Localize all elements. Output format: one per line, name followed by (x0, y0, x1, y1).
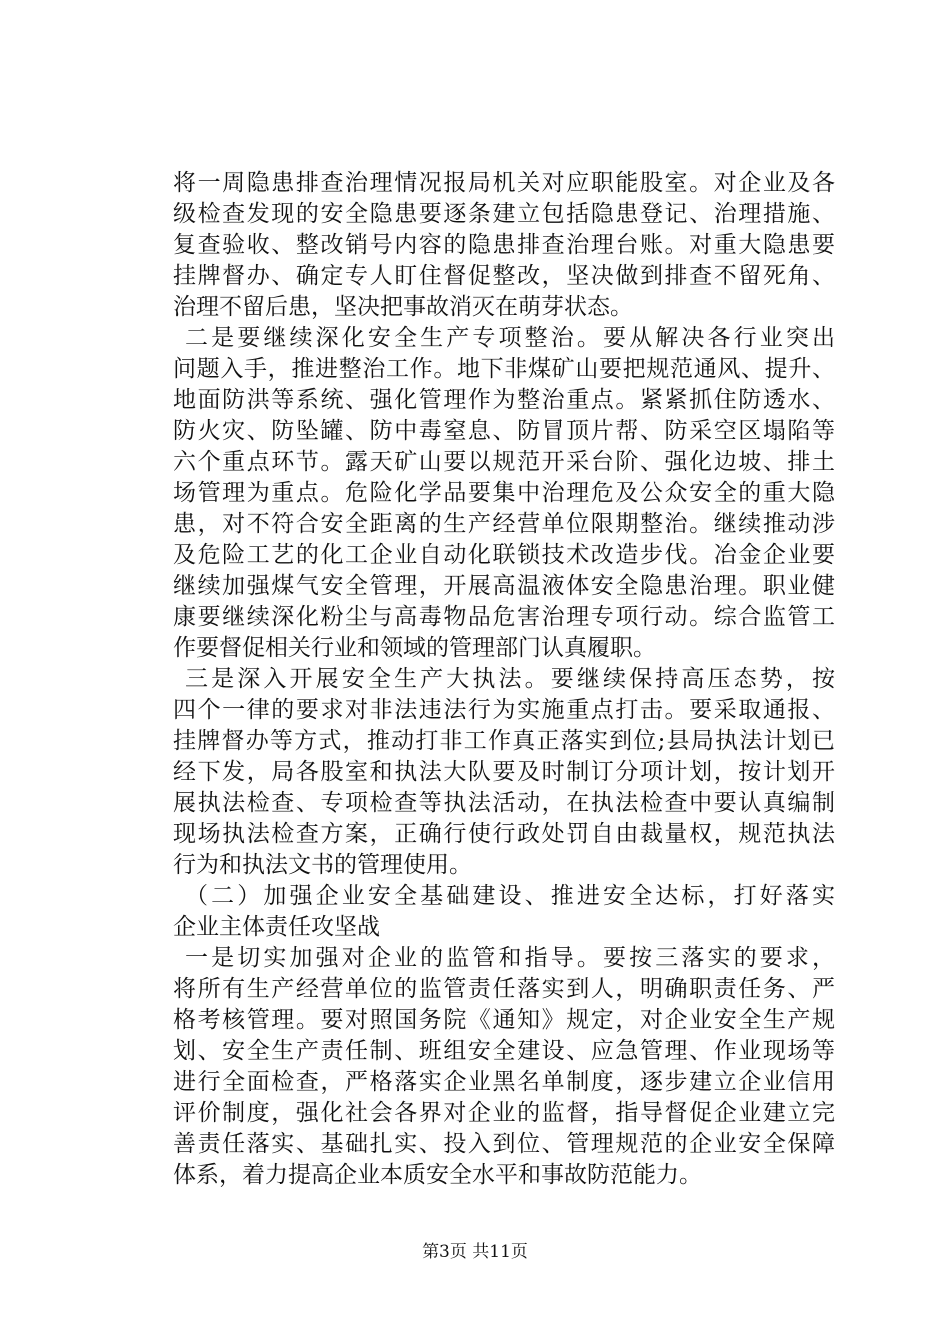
text-line: 经下发，局各股室和执法大队要及时制订分项计划，按计划开 (173, 759, 835, 785)
text-line: 地面防洪等系统、强化管理作为整治重点。紧紧抓住防透水、 (173, 387, 835, 413)
page-footer: 第3页 共11页 (422, 1242, 528, 1262)
text-line: 四个一律的要求对非法违法行为实施重点打击。要采取通报、 (173, 697, 835, 723)
text-line: 及危险工艺的化工企业自动化联锁技术改造步伐。冶金企业要 (173, 542, 835, 568)
text-line: 级检查发现的安全隐患要逐条建立包括隐患登记、治理措施、 (173, 201, 835, 227)
text-line: 现场执法检查方案，正确行使行政处罚自由裁量权，规范执法 (173, 821, 835, 847)
text-line: 六个重点环节。露天矿山要以规范开采台阶、强化边坡、排土 (173, 449, 835, 475)
text-line: 善责任落实、基础扎实、投入到位、管理规范的企业安全保障 (173, 1131, 835, 1157)
text-line: 患，对不符合安全距离的生产经营单位限期整治。继续推动涉 (173, 511, 835, 537)
text-line: 继续加强煤气安全管理，开展高温液体安全隐患治理。职业健 (173, 573, 835, 599)
text-line: 治理不留后患，坚决把事故消灭在萌芽状态。 (173, 294, 633, 320)
text-line: 行为和执法文书的管理使用。 (173, 852, 472, 878)
text-line: 评价制度，强化社会各界对企业的监督，指导督促企业建立完 (173, 1100, 835, 1126)
text-line: 防火灾、防坠罐、防中毒窒息、防冒顶片帮、防采空区塌陷等 (173, 418, 835, 444)
text-line: 企业主体责任攻坚战 (173, 914, 380, 940)
text-line: 一是切实加强对企业的监管和指导。要按三落实的要求， (185, 945, 835, 971)
text-line: 体系，着力提高企业本质安全水平和事故防范能力。 (173, 1162, 702, 1188)
text-line: 场管理为重点。危险化学品要集中治理危及公众安全的重大隐 (173, 480, 835, 506)
text-line: 划、安全生产责任制、班组安全建设、应急管理、作业现场等 (173, 1038, 835, 1064)
text-line: 将所有生产经营单位的监管责任落实到人，明确职责任务、严 (173, 976, 835, 1002)
document-body (173, 168, 835, 1191)
text-line: 挂牌督办等方式，推动打非工作真正落实到位;县局执法计划已 (173, 728, 835, 754)
text-line: 作要督促相关行业和领域的管理部门认真履职。 (173, 635, 656, 661)
text-line: 二是要继续深化安全生产专项整治。要从解决各行业突出 (185, 325, 835, 351)
text-line: 康要继续深化粉尘与高毒物品危害治理专项行动。综合监管工 (173, 604, 835, 630)
text-line: 将一周隐患排查治理情况报局机关对应职能股室。对企业及各 (173, 170, 835, 196)
text-line: 三是深入开展安全生产大执法。要继续保持高压态势，按 (185, 666, 835, 692)
text-line: 格考核管理。要对照国务院《通知》规定，对企业安全生产规 (173, 1007, 835, 1033)
text-line: 展执法检查、专项检查等执法活动，在执法检查中要认真编制 (173, 790, 835, 816)
text-line: 复查验收、整改销号内容的隐患排查治理台账。对重大隐患要 (173, 232, 835, 258)
text-line: 问题入手，推进整治工作。地下非煤矿山要把规范通风、提升、 (173, 356, 835, 382)
text-line: （二）加强企业安全基础建设、推进安全达标，打好落实 (185, 883, 835, 909)
text-line: 进行全面检查，严格落实企业黑名单制度，逐步建立企业信用 (173, 1069, 835, 1095)
text-line: 挂牌督办、确定专人盯住督促整改，坚决做到排查不留死角、 (173, 263, 835, 289)
